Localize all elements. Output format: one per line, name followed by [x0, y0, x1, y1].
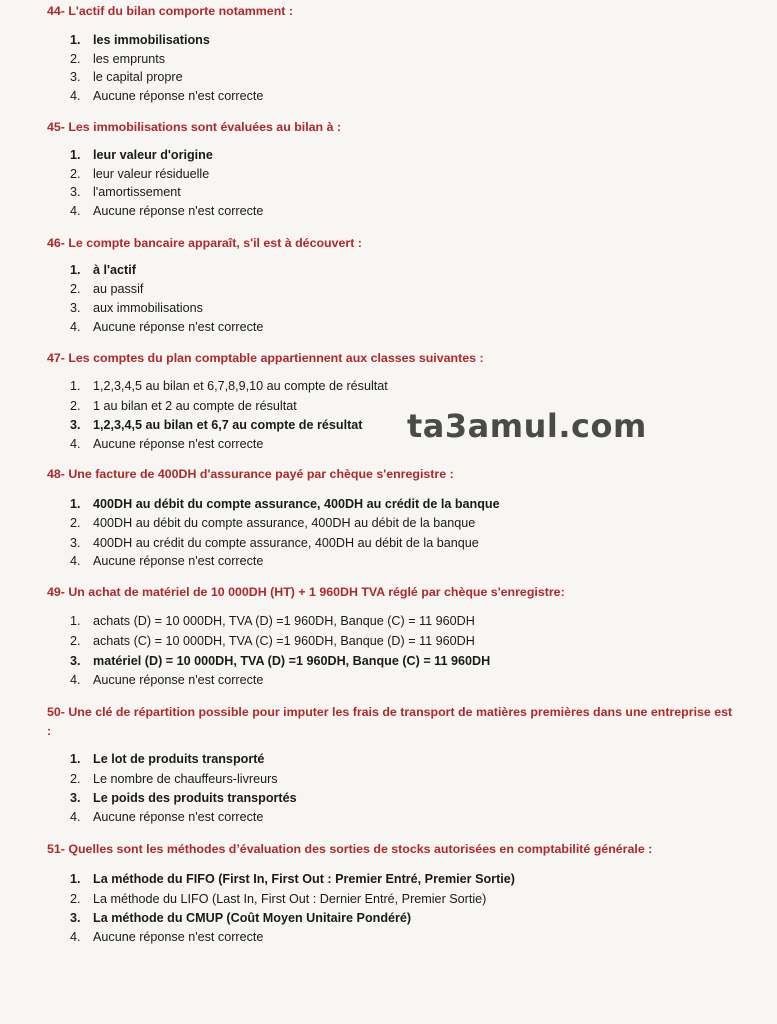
question-44-option-4[interactable]: 4. Aucune réponse n'est correcte	[70, 89, 264, 103]
question-47-option-3[interactable]: 3. 1,2,3,4,5 au bilan et 6,7 au compte de résultat	[70, 418, 363, 432]
question-47-option-1[interactable]: 1. 1,2,3,4,5 au bilan et 6,7,8,9,10 au compte de résultat	[70, 379, 388, 393]
question-51-option-1[interactable]: 1. La méthode du FIFO (First In, First Out : Premier Entré, Premier Sortie)	[70, 872, 515, 886]
question-48-title: 48- Une facture de 400DH d'assurance payé par chèque s'enregistre :	[47, 467, 454, 481]
question-47-option-2[interactable]: 2. 1 au bilan et 2 au compte de résultat	[70, 399, 297, 413]
question-44-option-3[interactable]: 3. le capital propre	[70, 70, 183, 84]
question-47-option-4[interactable]: 4. Aucune réponse n'est correcte	[70, 437, 264, 451]
question-49-title: 49- Un achat de matériel de 10 000DH (HT) + 1 960DH TVA réglé par chèque s'enregistre:	[47, 585, 565, 599]
question-50-title: 50- Une clé de répartition possible pour imputer les frais de transport de matières premières dans une entreprise est :	[47, 705, 733, 738]
question-45-option-2[interactable]: 2. leur valeur résiduelle	[70, 167, 210, 181]
question-45-option-3[interactable]: 3. l'amortissement	[70, 185, 181, 199]
question-48-option-3[interactable]: 3. 400DH au crédit du compte assurance, 400DH au débit de la banque	[70, 536, 479, 550]
question-48-option-1[interactable]: 1. 400DH au débit du compte assurance, 400DH au crédit de la banque	[70, 497, 500, 511]
question-49-option-3[interactable]: 3. matériel (D) = 10 000DH, TVA (D) =1 960DH, Banque (C) = 11 960DH	[70, 654, 491, 668]
question-44-title: 44- L'actif du bilan comporte notamment :	[47, 4, 293, 18]
question-50-option-1[interactable]: 1. Le lot de produits transporté	[70, 752, 265, 766]
question-50-option-4[interactable]: 4. Aucune réponse n'est correcte	[70, 810, 264, 824]
question-48-option-2[interactable]: 2. 400DH au débit du compte assurance, 400DH au débit de la banque	[70, 516, 476, 530]
question-46-option-4[interactable]: 4. Aucune réponse n'est correcte	[70, 320, 264, 334]
question-47-title: 47- Les comptes du plan comptable appartiennent aux classes suivantes :	[47, 351, 484, 365]
question-50-option-2[interactable]: 2. Le nombre de chauffeurs-livreurs	[70, 772, 278, 786]
question-45-option-1[interactable]: 1. leur valeur d'origine	[70, 148, 213, 162]
question-48-option-4[interactable]: 4. Aucune réponse n'est correcte	[70, 554, 264, 568]
question-51-option-3[interactable]: 3. La méthode du CMUP (Coût Moyen Unitaire Pondéré)	[70, 911, 412, 925]
question-51-option-4[interactable]: 4. Aucune réponse n'est correcte	[70, 930, 264, 944]
question-49-option-1[interactable]: 1. achats (D) = 10 000DH, TVA (D) =1 960DH, Banque (C) = 11 960DH	[70, 614, 475, 628]
question-46-title: 46- Le compte bancaire apparaît, s'il est à découvert :	[47, 236, 362, 250]
question-44-option-1[interactable]: 1. les immobilisations	[70, 33, 210, 47]
question-45-option-4[interactable]: 4. Aucune réponse n'est correcte	[70, 204, 264, 218]
question-46-option-2[interactable]: 2. au passif	[70, 282, 144, 296]
question-50-option-3[interactable]: 3. Le poids des produits transportés	[70, 791, 297, 805]
question-49-option-4[interactable]: 4. Aucune réponse n'est correcte	[70, 673, 264, 687]
question-51-title: 51- Quelles sont les méthodes d’évaluation des sorties de stocks autorisées en comptabilité générale :	[47, 842, 653, 856]
question-46-option-3[interactable]: 3. aux immobilisations	[70, 301, 203, 315]
question-49-option-2[interactable]: 2. achats (C) = 10 000DH, TVA (C) =1 960DH, Banque (D) = 11 960DH	[70, 634, 475, 648]
question-45-title: 45- Les immobilisations sont évaluées au bilan à :	[47, 120, 342, 134]
question-44-option-2[interactable]: 2. les emprunts	[70, 52, 166, 66]
question-46-option-1[interactable]: 1. à l'actif	[70, 263, 136, 277]
site-watermark: ta3amul.com	[407, 407, 647, 445]
question-51-option-2[interactable]: 2. La méthode du LIFO (Last In, First Out : Dernier Entré, Premier Sortie)	[70, 892, 487, 906]
